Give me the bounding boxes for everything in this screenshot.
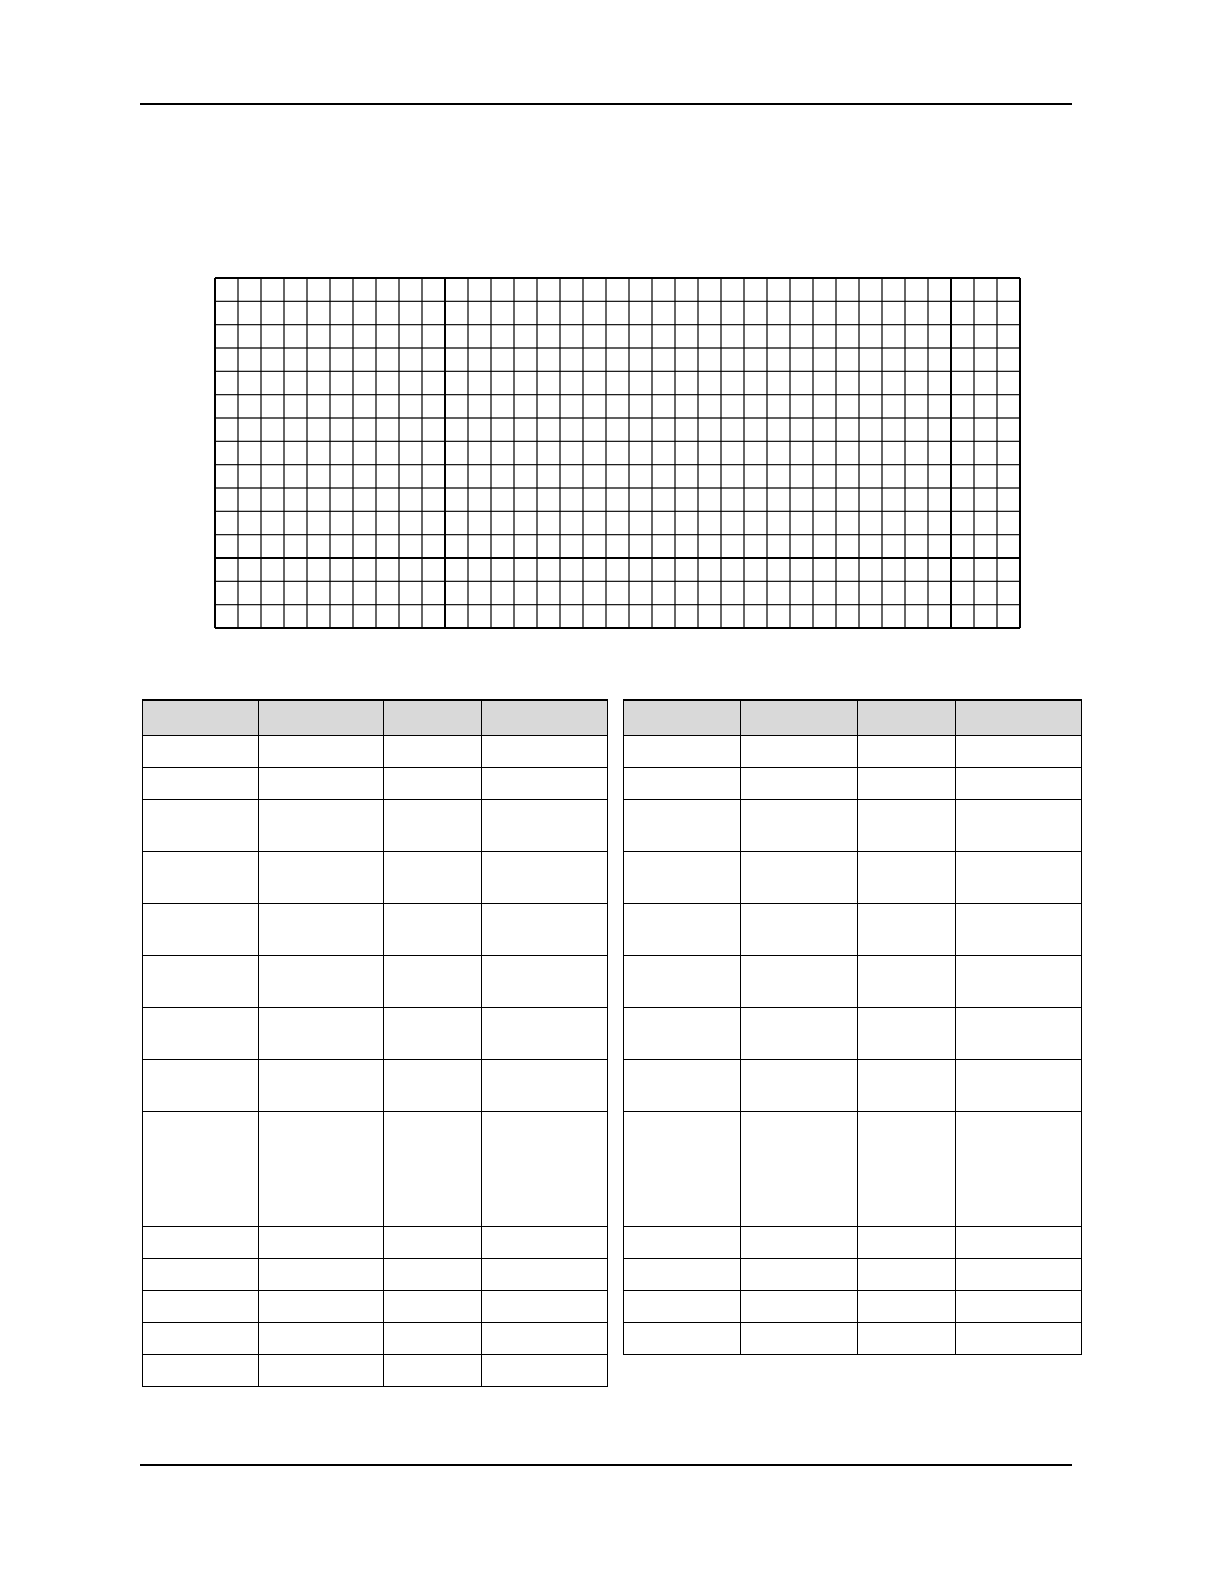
table-row (624, 1008, 1082, 1060)
table-row (624, 800, 1082, 852)
table-cell (482, 1323, 608, 1355)
header-cell (143, 700, 259, 736)
table-cell (143, 956, 259, 1008)
table-cell (956, 768, 1082, 800)
table-cell (384, 956, 482, 1008)
table-cell (741, 1060, 858, 1112)
table-cell (143, 1227, 259, 1259)
table-cell (624, 800, 741, 852)
table-row (143, 1323, 608, 1355)
table-row (143, 1112, 608, 1227)
table-cell (956, 1259, 1082, 1291)
table-cell (741, 852, 858, 904)
table-cell (858, 1008, 956, 1060)
header-rule (140, 103, 1072, 105)
table-cell (482, 1008, 608, 1060)
table-row (624, 1112, 1082, 1227)
table-cell (741, 1259, 858, 1291)
table-cell (858, 1227, 956, 1259)
table-cell (482, 768, 608, 800)
table-cell (956, 736, 1082, 768)
header-cell (259, 700, 384, 736)
table-cell (624, 852, 741, 904)
header-cell (858, 700, 956, 736)
data-table-left (142, 699, 608, 1387)
table-cell (858, 1112, 956, 1227)
table-row (624, 1291, 1082, 1323)
table-row (143, 1008, 608, 1060)
table-cell (259, 1259, 384, 1291)
table-cell (624, 736, 741, 768)
header-cell (384, 700, 482, 736)
header-cell (956, 700, 1082, 736)
table-row (143, 1227, 608, 1259)
table-cell (624, 1227, 741, 1259)
table-cell (384, 800, 482, 852)
table-cell (624, 1291, 741, 1323)
table-cell (143, 1323, 259, 1355)
table-cell (482, 904, 608, 956)
table-row (143, 1060, 608, 1112)
table-cell (482, 1259, 608, 1291)
table-row (143, 956, 608, 1008)
table-cell (482, 1227, 608, 1259)
table-row (624, 1060, 1082, 1112)
table-cell (858, 1259, 956, 1291)
table-row (624, 852, 1082, 904)
table-cell (956, 1112, 1082, 1227)
table-cell (624, 1323, 741, 1355)
table-cell (741, 768, 858, 800)
table-cell (143, 1291, 259, 1323)
table-cell (741, 1323, 858, 1355)
table-cell (143, 1112, 259, 1227)
table-cell (384, 768, 482, 800)
table-cell (259, 852, 384, 904)
table-row (624, 956, 1082, 1008)
table-cell (858, 1291, 956, 1323)
table-cell (143, 800, 259, 852)
table-cell (624, 768, 741, 800)
table-cell (858, 1323, 956, 1355)
table-row (624, 1323, 1082, 1355)
table-cell (143, 1355, 259, 1387)
table-cell (259, 800, 384, 852)
table-cell (858, 1060, 956, 1112)
table-cell (384, 904, 482, 956)
table-cell (259, 768, 384, 800)
table-cell (858, 736, 956, 768)
table-cell (259, 736, 384, 768)
table-cell (384, 852, 482, 904)
header-cell (482, 700, 608, 736)
table-cell (482, 736, 608, 768)
table-cell (956, 904, 1082, 956)
table-cell (384, 1227, 482, 1259)
table-header-row (143, 700, 608, 736)
table-cell (143, 1060, 259, 1112)
table-cell (624, 904, 741, 956)
table-cell (624, 1008, 741, 1060)
table-row (143, 768, 608, 800)
table-cell (956, 1060, 1082, 1112)
table-cell (624, 1112, 741, 1227)
table-cell (956, 1291, 1082, 1323)
table-body-left (143, 736, 608, 1387)
table-cell (741, 1008, 858, 1060)
table-row (143, 736, 608, 768)
table-cell (259, 1008, 384, 1060)
table-row (624, 768, 1082, 800)
footer-rule (140, 1464, 1072, 1466)
table-cell (482, 1112, 608, 1227)
table-body-right (624, 736, 1082, 1355)
table-cell (384, 1355, 482, 1387)
table-cell (259, 1227, 384, 1259)
table-cell (956, 1227, 1082, 1259)
table-row (143, 1259, 608, 1291)
table-row (143, 1291, 608, 1323)
table-row (624, 1259, 1082, 1291)
data-table-right (623, 699, 1082, 1355)
table-cell (858, 768, 956, 800)
table-cell (956, 1008, 1082, 1060)
table-row (143, 800, 608, 852)
table-cell (741, 956, 858, 1008)
table-cell (482, 956, 608, 1008)
graph-grid (214, 277, 1021, 629)
table-cell (259, 1060, 384, 1112)
table-cell (741, 1291, 858, 1323)
table-cell (956, 800, 1082, 852)
table-row (143, 852, 608, 904)
table-cell (858, 852, 956, 904)
table-cell (143, 1008, 259, 1060)
table-cell (482, 800, 608, 852)
table-cell (482, 1355, 608, 1387)
table-row (624, 736, 1082, 768)
table-header-row (624, 700, 1082, 736)
table-cell (259, 956, 384, 1008)
table-cell (143, 736, 259, 768)
table-cell (143, 1259, 259, 1291)
table-row (624, 1227, 1082, 1259)
table-cell (956, 852, 1082, 904)
table-cell (384, 736, 482, 768)
table-cell (858, 956, 956, 1008)
table-cell (858, 800, 956, 852)
table-cell (384, 1259, 482, 1291)
table-cell (741, 736, 858, 768)
table-cell (624, 956, 741, 1008)
table-cell (259, 904, 384, 956)
table-cell (482, 1060, 608, 1112)
table-cell (741, 904, 858, 956)
table-cell (143, 768, 259, 800)
table-cell (143, 852, 259, 904)
table-cell (384, 1060, 482, 1112)
table-cell (858, 904, 956, 956)
table-cell (259, 1323, 384, 1355)
table-cell (259, 1112, 384, 1227)
table-row (143, 904, 608, 956)
table-cell (384, 1323, 482, 1355)
header-cell (624, 700, 741, 736)
table-cell (384, 1112, 482, 1227)
table-cell (624, 1259, 741, 1291)
table-cell (259, 1355, 384, 1387)
table-cell (741, 1227, 858, 1259)
table-cell (956, 1323, 1082, 1355)
table-cell (482, 1291, 608, 1323)
table-cell (741, 800, 858, 852)
table-row (624, 904, 1082, 956)
table-cell (956, 956, 1082, 1008)
table-cell (143, 904, 259, 956)
header-cell (741, 700, 858, 736)
table-cell (624, 1060, 741, 1112)
table-cell (741, 1112, 858, 1227)
table-row (143, 1355, 608, 1387)
table-cell (482, 852, 608, 904)
table-cell (384, 1008, 482, 1060)
table-cell (384, 1291, 482, 1323)
table-cell (259, 1291, 384, 1323)
